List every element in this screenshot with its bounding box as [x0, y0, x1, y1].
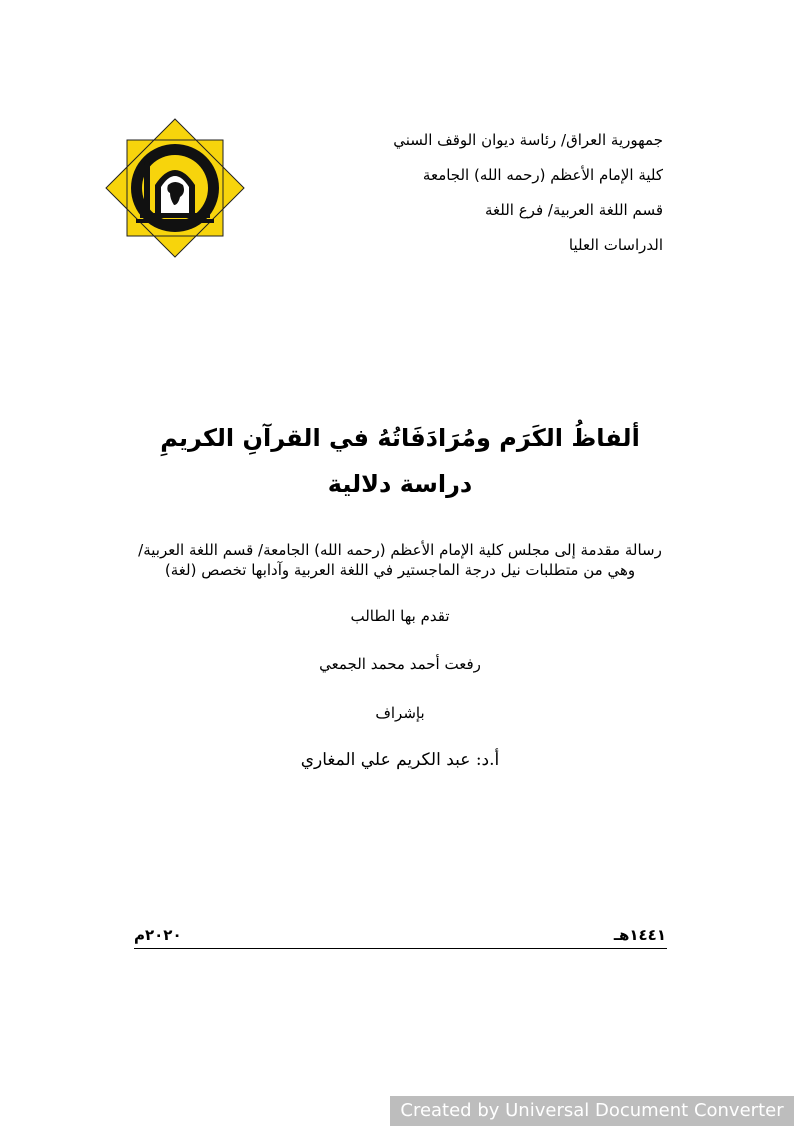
header-college: كلية الإمام الأعظم (رحمه الله) الجامعة [422, 166, 663, 184]
thesis-title: ألفاظُ الكَرَم ومُرَادَفَاتُهُ في القرآنِ الكريمِ [160, 424, 640, 452]
supervision-label: بإشراف [375, 704, 425, 722]
university-seal-icon [100, 113, 250, 263]
presented-by: تقدم بها الطالب [350, 607, 450, 625]
header-department: قسم اللغة العربية/ فرع اللغة [484, 201, 663, 219]
description-line-2: وهي من متطلبات نيل درجة الماجستير في اللغة العربية وآدابها تخصص (لغة) [164, 561, 636, 579]
description-line-1: رسالة مقدمة إلى مجلس كلية الإمام الأعظم (رحمه الله) الجامعة/ قسم اللغة العربية/ [138, 541, 662, 559]
header-studies: الدراسات العليا [568, 236, 663, 254]
header-ministry: جمهورية العراق/ رئاسة ديوان الوقف السني [393, 131, 663, 149]
college-logo [100, 113, 250, 263]
hijri-year: ١٤٤١هـ [613, 926, 666, 944]
thesis-subtitle: دراسة دلالية [327, 470, 473, 498]
supervisor-name: أ.د: عبد الكريم علي المغاري [300, 750, 500, 770]
gregorian-year: ٢٠٢٠م [134, 926, 182, 944]
footer-divider [134, 948, 667, 949]
student-name: رفعت أحمد محمد الجمعي [319, 655, 481, 673]
converter-watermark: Created by Universal Document Converter [390, 1096, 794, 1126]
